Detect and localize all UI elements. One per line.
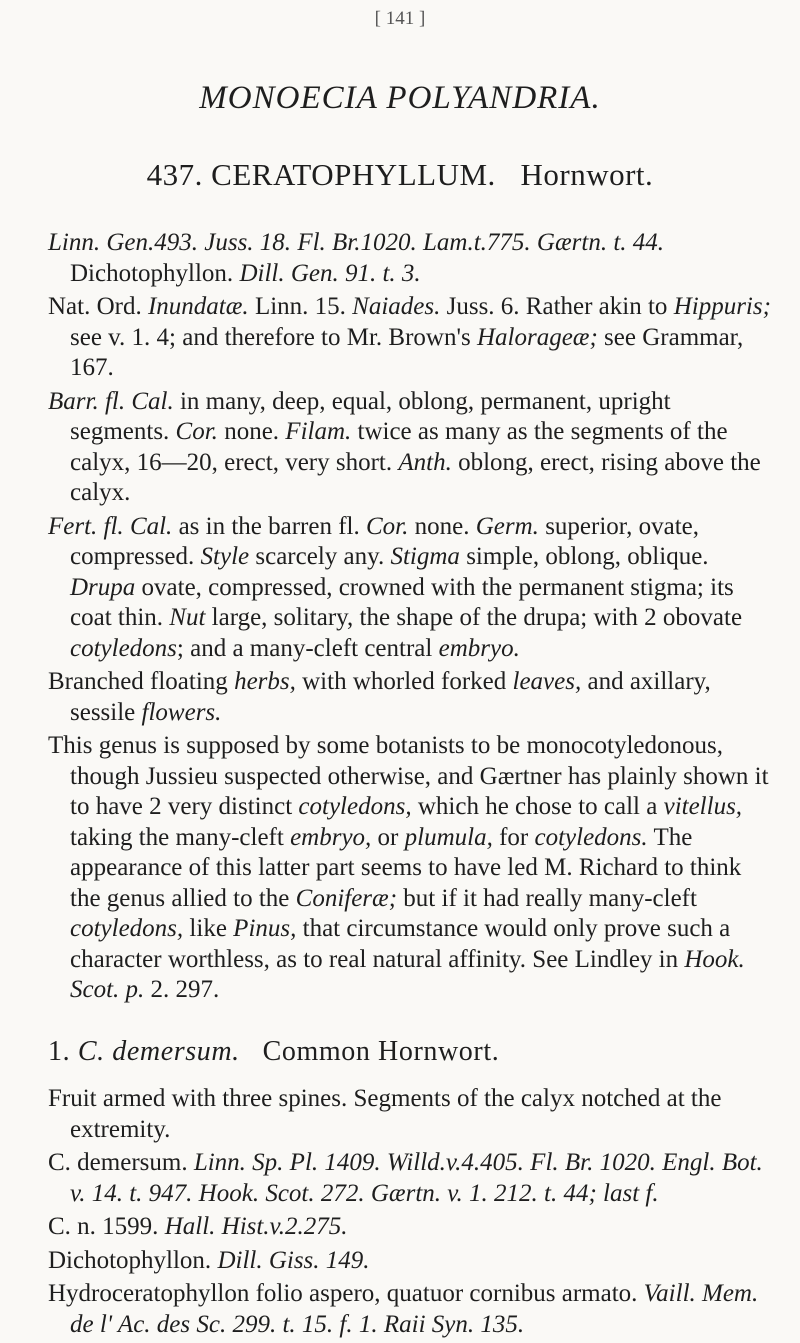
ref-linn: Linn. Gen.493. — [48, 229, 198, 256]
fert-nut-label: Nut — [169, 604, 206, 631]
genus-title — [0, 157, 800, 193]
habit-leaves: leaves, — [512, 668, 582, 695]
genus-common-name: Hornwort. — [520, 157, 654, 192]
barren-flower-paragraph — [48, 387, 772, 509]
genus-name: CERATOPHYLLUM. — [211, 157, 496, 192]
disc-i5: cotyledons. — [534, 823, 648, 851]
disc-t1: This genus is supposed by some botanists to be monocotyledonous, though Jussieu suspected otherwise, and Gærtner has plainly shown it to have 2 very distinct — [48, 732, 769, 820]
synonym-2 — [48, 1212, 772, 1243]
nat-ord-middle: see v. 1. 4; and therefore to Mr. Brown's — [70, 323, 471, 351]
disc-i2: vitellus, — [663, 793, 743, 820]
disc-t2: which he chose to call a — [417, 793, 658, 820]
fert-stigma-label: Stigma — [390, 543, 460, 570]
synonym-3 — [48, 1246, 772, 1277]
ref-lam: Lam.t.775. — [423, 229, 531, 256]
nat-ord-halorageae: Halorageæ; — [476, 323, 598, 351]
barr-anth-text: oblong, erect, rising above the calyx. — [70, 448, 761, 506]
fert-drupa-label: Drupa — [70, 573, 136, 601]
fertile-flower-paragraph — [48, 512, 772, 665]
disc-i8: Pinus, — [233, 915, 297, 942]
habit-t3: and axillary, sessile — [70, 668, 711, 726]
disc-i1: cotyledons, — [298, 793, 412, 820]
barr-anth-label: Anth. — [398, 448, 452, 476]
page-number: [ 141 ] — [374, 8, 426, 29]
disc-t4: or — [377, 823, 399, 851]
ref-dill: Dill. Gen. 91. t. 3. — [239, 259, 421, 287]
species-number: 1. — [48, 1035, 71, 1067]
nat-ord-juss: Juss. 6. Rather akin to — [446, 293, 668, 320]
fert-nut-text: large, solitary, the shape of the drupa; with 2 obovate — [211, 604, 743, 631]
fert-cotyledons: cotyledons — [70, 634, 177, 662]
fert-germ-text: superior, ovate, compressed. — [70, 512, 699, 570]
fert-drupa-text: ovate, compressed, crowned with the permanent stigma; its coat thin. — [70, 573, 734, 631]
fert-stigma-text: simple, oblong, oblique. — [466, 543, 709, 570]
disc-t6: The appearance of this latter part seems to have led M. Richard to think the genus allied to the — [70, 823, 742, 912]
synonym-1 — [48, 1148, 772, 1209]
syn1-refs: Linn. Sp. Pl. 1409. Willd.v.4.405. Fl. Br. 1020. — [193, 1149, 656, 1176]
barr-label: Barr. fl. — [48, 387, 126, 415]
fert-cor-label: Cor. — [366, 512, 409, 540]
synonym-4 — [48, 1279, 772, 1340]
fert-germ-label: Germ. — [475, 512, 539, 540]
section-title: MONOECIA POLYANDRIA. — [199, 80, 601, 116]
references-paragraph — [48, 228, 772, 289]
disc-t3: taking the many-cleft — [70, 823, 284, 851]
ref-gaertn: Gærtn. t. 44. — [536, 229, 665, 256]
habit-flowers: flowers. — [141, 698, 222, 726]
fert-cor-text: none. — [414, 512, 470, 540]
fert-cal-label: Cal. — [129, 512, 173, 540]
syn1-name: C. demersum. — [48, 1149, 188, 1176]
species-name: C. demersum. — [77, 1035, 240, 1067]
ref-juss: Juss. 18. — [204, 229, 292, 256]
nat-ord-label: Nat. Ord. — [48, 293, 142, 320]
syn1-refs2: Engl. Bot. v. 14. t. 947. Hook. Scot. 272. Gærtn. v. 1. 212. t. 44; last f. — [70, 1149, 763, 1207]
ref-fl-br: Fl. Br.1020. — [297, 229, 417, 256]
disc-i4: plumula, — [404, 823, 493, 851]
fert-and-text: ; and a many-cleft central — [176, 634, 433, 662]
disc-i6: Coniferæ; — [295, 884, 398, 912]
fert-cal-text: as in the barren fl. — [178, 512, 360, 540]
barr-filam-label: Filam. — [285, 418, 352, 445]
disc-i7: cotyledons, — [70, 915, 184, 942]
syn4-ref: Vaill. Mem. de l' Ac. des Sc. 299. t. 15. f. 1. Raii Syn. 135. — [70, 1280, 759, 1338]
disc-t7: but if it had really many-cleft — [403, 884, 697, 912]
species-common-name: Common Hornwort. — [262, 1035, 500, 1067]
barr-cal-text: in many, deep, equal, oblong, permanent, upright segments. — [70, 387, 671, 445]
syn2-ref: Hall. Hist.v.2.275. — [164, 1213, 348, 1240]
syn2-name: C. n. 1599. — [48, 1213, 159, 1240]
spacer — [48, 1009, 772, 1027]
habit-t2: with whorled forked — [302, 668, 507, 695]
habit-herbs: herbs, — [234, 668, 296, 695]
fert-embryo: embryo. — [438, 634, 520, 662]
species-heading — [48, 1037, 772, 1068]
disc-i9: Hook. Scot. p. — [70, 945, 745, 1003]
nat-ord-linn: Linn. 15. — [254, 293, 346, 320]
barr-cal-label: Cal. — [131, 387, 174, 415]
barr-cor-label: Cor. — [175, 418, 218, 445]
nat-ord-order: Inundatæ. — [147, 293, 249, 320]
nat-ord-end: see Grammar, 167. — [70, 323, 744, 381]
ref-dichotophyllon: Dichotophyllon. — [70, 259, 234, 287]
fert-style-label: Style — [200, 543, 250, 570]
disc-t9: that circumstance would only prove such a character worthless, as to real natural affinity. See Lindley in — [70, 915, 731, 973]
disc-i3: embryo, — [290, 823, 372, 851]
syn4-name: Hydroceratophyllon folio aspero, quatuor cornibus armato. — [48, 1280, 638, 1307]
natural-order-paragraph — [48, 292, 772, 384]
disc-t8: like — [189, 915, 227, 942]
syn3-name: Dichotophyllon. — [48, 1246, 212, 1274]
syn3-ref: Dill. Giss. 149. — [217, 1246, 370, 1274]
fruit-description: Fruit armed with three spines. Segments of the calyx notched at the extremity. — [48, 1085, 722, 1143]
fert-style-text: scarcely any. — [255, 543, 385, 570]
barr-filam-text: twice as many as the segments of the calyx, 16—20, erect, very short. — [70, 418, 728, 476]
discussion-paragraph — [48, 731, 772, 1006]
disc-t5: for — [499, 823, 529, 851]
disc-t10: 2. 297. — [150, 976, 220, 1003]
barr-cor-text: none. — [224, 418, 280, 445]
fert-label: Fert. fl. — [48, 512, 124, 540]
habit-t1: Branched floating — [48, 668, 228, 695]
page-body — [48, 228, 772, 1343]
habit-paragraph — [48, 667, 772, 728]
nat-ord-naiades: Naiades. — [352, 293, 441, 320]
genus-number: 437. — [146, 157, 203, 192]
nat-ord-hippuris: Hippuris; — [673, 293, 771, 320]
